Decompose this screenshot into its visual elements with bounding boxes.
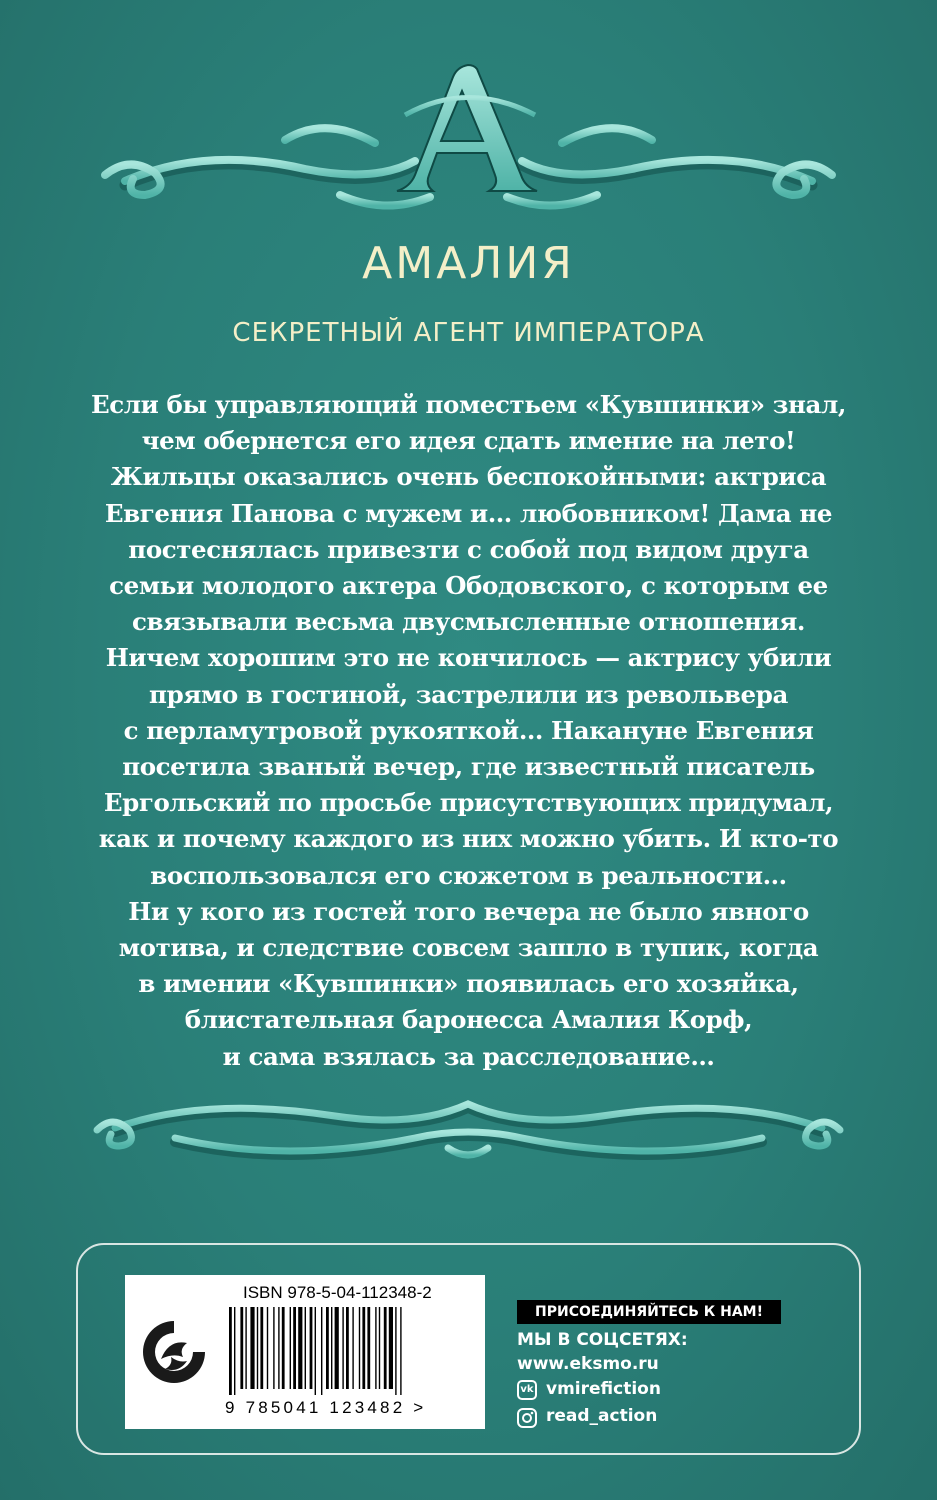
blurb-line: Ничем хорошим это не кончилось — актрису убили <box>105 643 832 673</box>
blurb-line: воспользовался его сюжетом в реальности… <box>150 860 787 890</box>
blurb-line: и сама взялась за расследование… <box>222 1041 715 1071</box>
ean-digits: 9 785041 123482 > <box>225 1398 427 1417</box>
blurb-line: Ни у кого из гостей того вечера не было явного <box>128 896 809 926</box>
blurb-line: чем обернется его идея сдать имение на лето! <box>141 426 796 456</box>
blurb-line: блистательная баронесса Амалия Корф, <box>184 1005 753 1035</box>
isbn-label: ISBN 978-5-04-112348-2 <box>243 1283 432 1302</box>
blurb-line: Евгения Панова с мужем и… любовником! Дама не <box>104 498 833 528</box>
blurb-line: посетила званый вечер, где известный писатель <box>122 752 815 782</box>
blurb-line: постеснялась привезти с собой под видом друга <box>128 534 809 564</box>
blurb-line: Если бы управляющий поместьем «Кувшинки» знал, <box>90 390 847 419</box>
vk-handle[interactable]: vmirefiction <box>546 1379 661 1399</box>
bottom-ornament-icon <box>85 1090 852 1170</box>
vk-icon: vk <box>517 1380 537 1400</box>
series-subtitle: СЕКРЕТНЫЙ АГЕНТ ИМПЕРАТОРА <box>232 318 705 348</box>
blurb-line: связывали весьма двусмысленные отношения. <box>131 607 806 637</box>
barcode-bars <box>227 1307 473 1395</box>
top-ornament-monogram-icon <box>85 55 852 225</box>
join-us-badge: ПРИСОЕДИНЯЙТЕСЬ К НАМ! <box>517 1300 781 1324</box>
instagram-icon <box>517 1408 537 1428</box>
website-link[interactable]: www.eksmo.ru <box>517 1354 659 1374</box>
instagram-handle[interactable]: read_action <box>546 1406 658 1426</box>
blurb-line: в имении «Кувшинки» появилась его хозяйка, <box>138 969 799 999</box>
blurb-text <box>60 387 877 1075</box>
blurb-line: с перламутровой рукояткой… Накануне Евгения <box>123 715 814 745</box>
blurb-line: Ергольский по просьбе присутствующих придумал, <box>103 788 834 818</box>
social-heading: МЫ В СОЦСЕТЯХ: <box>517 1330 688 1350</box>
blurb-line: прямо в гостиной, застрелили из револьвера <box>149 679 788 709</box>
blurb-line: семьи молодого актера Ободовского, с которым ее <box>109 571 828 601</box>
barcode-box <box>125 1275 485 1429</box>
blurb-line: Жильцы оказались очень беспокойными: актриса <box>110 462 827 492</box>
blurb-line: как и почему каждого из них можно убить. И кто-то <box>98 824 839 854</box>
blurb-line: мотива, и следствие совсем зашло в тупик, когда <box>118 933 819 963</box>
series-title: АМАЛИЯ <box>362 238 575 289</box>
eksmo-logo-icon <box>139 1317 209 1387</box>
